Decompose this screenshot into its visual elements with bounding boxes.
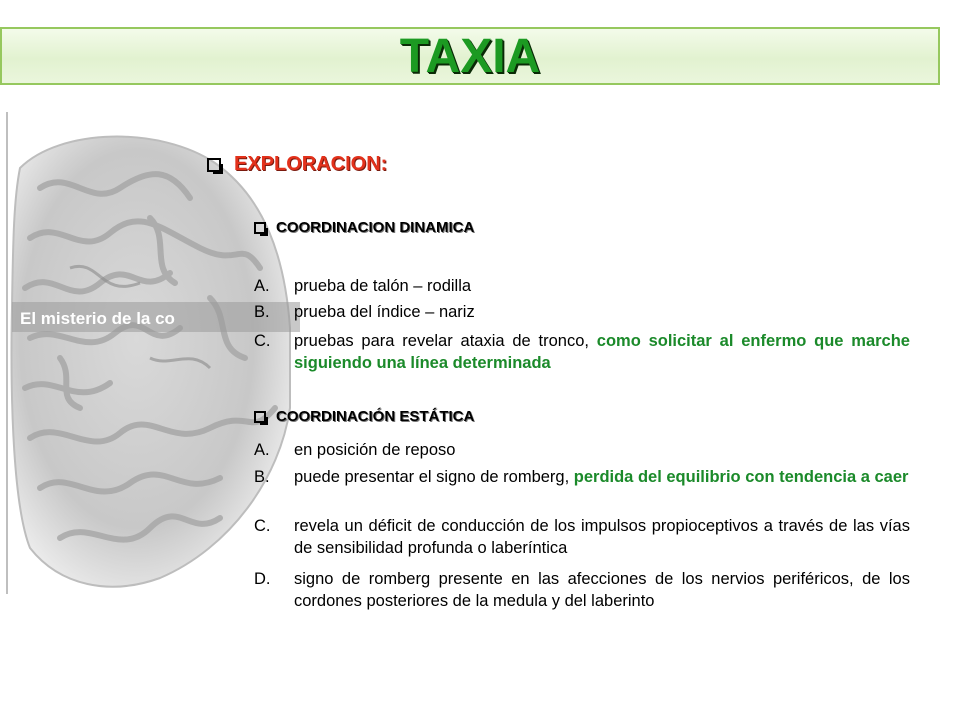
checkbox-bullet-icon (207, 158, 221, 172)
list-item: B. prueba del índice – nariz (254, 303, 475, 321)
brain-caption: El misterio de la co (20, 309, 175, 328)
list-item: A. prueba de talón – rodilla (254, 277, 472, 295)
list-item: A. en posición de reposo (254, 441, 456, 459)
list-item: D. signo de romberg presente en las afecciones de los nervios periféricos, de los cordones posteriores de la medula y del laberinto (254, 570, 910, 610)
subheading-dinamica: COORDINACION DINAMICA (254, 219, 474, 236)
checkbox-bullet-icon (254, 411, 266, 423)
checkbox-bullet-icon (254, 222, 266, 234)
title-banner (0, 27, 940, 85)
subheading-estatica: COORDINACIÓN ESTÁTICA (254, 408, 474, 425)
list-item: B. puede presentar el signo de romberg, perdida del equilibrio con tendencia a caer (254, 468, 909, 486)
highlight-text: perdida del equilibrio con tendencia a caer (573, 468, 909, 486)
highlight-text: como solicitar al enfermo que marche siguiendo una línea determinada (294, 332, 910, 372)
section-heading (207, 153, 387, 176)
exploracion-heading: EXPLORACION: (234, 153, 388, 175)
page-title: TAXIA (399, 30, 541, 83)
list-item: C. revela un déficit de conducción de los impulsos propioceptivos a través de las vías de sensibilidad profunda o laberíntica (254, 517, 910, 557)
list-item: C. pruebas para revelar ataxia de tronco, como solicitar al enfermo que marche siguiendo una línea determinada (254, 332, 910, 372)
